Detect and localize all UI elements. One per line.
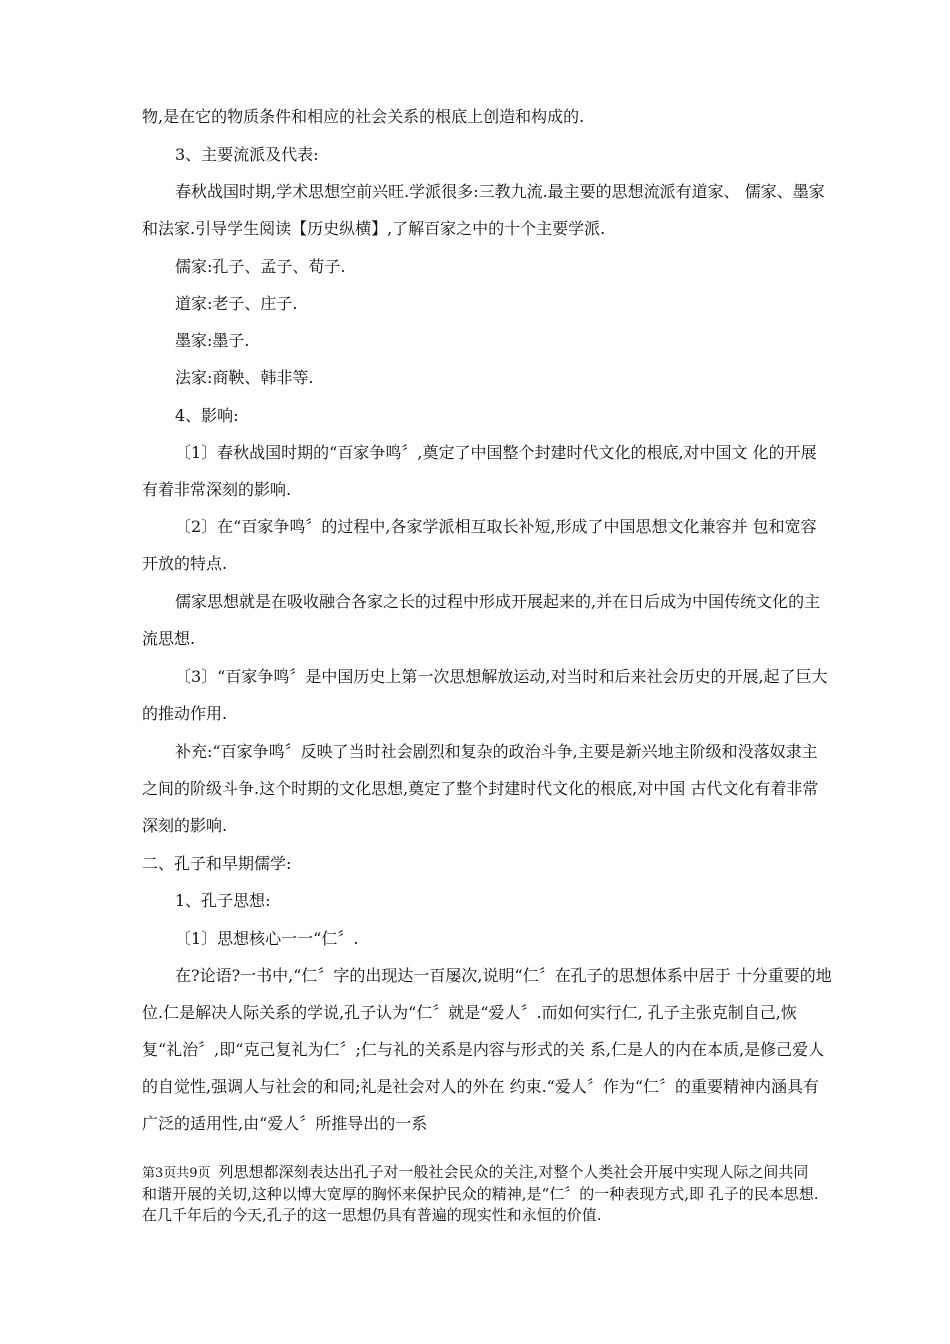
- footer-text: 列思想都深刻表达出孔子对一般社会民众的关注,对整个人类社会开展中实现人际之间共同 和谐开展的关切,这种以博大宽厚的胸怀来保护民众的精神,是“仁〞的一种表现方式,即 孔子的民本思想.在几千年后的今天,孔子的这一思想仍具有普遍的现实性和永恒的价值.: [142, 1163, 819, 1224]
- list-item-legalism: 法家:商鞅、韩非等.: [175, 368, 314, 387]
- paragraph-influence-3: 〔3〕“百家争鸣〞是中国历史上第一次思想解放运动,对当时和后来社会历史的开展,起了巨大的推动作用.: [142, 667, 828, 723]
- heading-core-ren: 〔1〕思想核心一一“仁〞.: [175, 929, 359, 948]
- page-footer: [142, 1162, 822, 1226]
- heading-confucius-thought: 1、孔子思想:: [175, 891, 271, 910]
- heading-influence: 4、影响:: [175, 406, 239, 425]
- paragraph-confucian-thought: 儒家思想就是在吸收融合各家之长的过程中形成开展起来的,并在日后成为中国传统文化的主流思想.: [142, 592, 821, 648]
- heading-confucius-early-confucianism: 二、孔子和早期儒学:: [142, 854, 292, 873]
- paragraph-influence-2: 〔2〕在“百家争鸣〞的过程中,各家学派相互取长补短,形成了中国思想文化兼容并 包和宽容开放的特点.: [142, 517, 817, 573]
- paragraph-supplement: 补充:“百家争鸣〞反映了当时社会剧烈和复杂的政治斗争,主要是新兴地主阶级和没落奴隶主之间的阶级斗争.这个时期的文化思想,奠定了整个封建时代文化的根底,对中国 古代文化有着非常深刻的影响.: [142, 742, 819, 835]
- heading-main-schools: 3、主要流派及代表:: [175, 145, 319, 164]
- list-item-mohism: 墨家:墨子.: [175, 331, 250, 350]
- list-item-taoism: 道家:老子、庄子.: [175, 294, 298, 313]
- page-number: 第3页共9页: [142, 1166, 211, 1181]
- paragraph-continuation: 物,是在它的物质条件和相应的社会关系的根底上创造和构成的.: [142, 107, 585, 126]
- list-item-confucianism: 儒家:孔子、孟子、荀子.: [175, 257, 346, 276]
- paragraph-schools-intro: 春秋战国时期,学术思想空前兴旺.学派很多:三教九流.最主要的思想流派有道家、 儒家、墨家和法家.引导学生阅读【历史纵横】,了解百家之中的十个主要学派.: [142, 182, 825, 238]
- paragraph-influence-1: 〔1〕春秋战国时期的“百家争鸣〞,奠定了中国整个封建时代文化的根底,对中国文 化的开展有着非常深刻的影响.: [142, 443, 817, 499]
- paragraph-ren-analects: 在?论语?一书中,“仁〞字的出现达一百屡次,说明“仁〞在孔子的思想体系中居于 十分重要的地位.仁是解决人际关系的学说,孔子认为“仁〞就是“爱人〞.而如何实行仁, 孔子主张克制自己,恢复“礼治〞,即“克己复礼为仁〞;仁与礼的关系是内容与形式的关 系,仁是人的内在本质,是修己爱人的自觉性,强调人与社会的和同;礼是社会对人的外在 约束.“爱人〞作为“仁〞的重要精神内涵具有广泛的适用性,由“爱人〞所推导出的一系: [142, 966, 832, 1133]
